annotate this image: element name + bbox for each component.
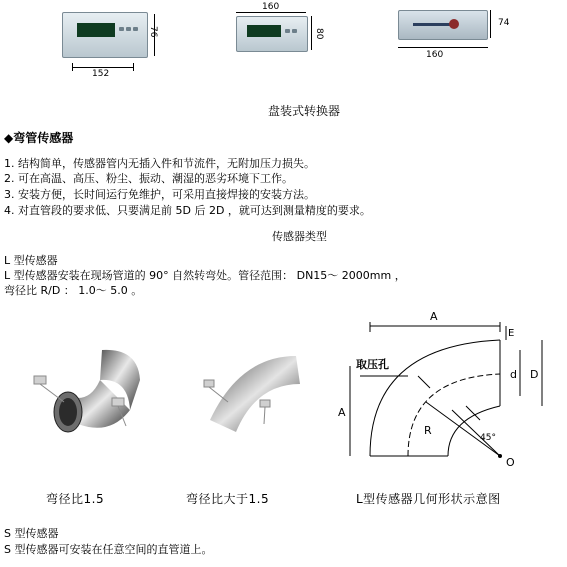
converter-keys [285,29,297,33]
dim-height-label: 76 [148,26,158,38]
dim-line-h [72,67,134,68]
label-O: O [506,456,515,469]
dim-line-v [490,10,491,38]
converter-keys [119,27,138,31]
feature-item-1: 1. 结构简单，传感器管内无插入件和节流件，无附加压力损失。 [4,157,315,170]
center-point [498,454,502,458]
label-D: D [530,368,539,381]
section-title: ◆弯管传感器 [4,131,74,145]
dim-tick [133,63,134,71]
pipe-opening-inner [59,398,77,426]
converter-display [247,25,281,37]
caption-elbow-1: 弯径比1.5 [46,492,105,506]
radius-line [426,402,500,456]
elbow-body [210,356,300,432]
elbow-photo-2 [200,350,310,440]
s-type-title: S 型传感器 [4,527,59,540]
dim-height-label: 74 [498,18,510,28]
elbow-photo-1 [30,340,160,450]
dim-line-h [398,47,488,48]
tap-hole-mark [418,376,430,388]
panel-converter-2 [236,16,308,52]
caption-geometry: L型传感器几何形状示意图 [356,492,501,506]
dim-width-label: 152 [92,69,110,79]
l-type-desc-1: L 型传感器安装在现场管道的 90° 自然转弯处。管径范围： DN15～ 2000mm ， [4,269,406,282]
probe-icon [413,23,451,26]
dim-tick [72,63,73,71]
feature-item-2: 2. 可在高温、高压、粉尘、振动、潮湿的恶劣环境下工作。 [4,172,293,185]
types-heading: 传感器类型 [272,230,327,243]
label-A-top: A [430,310,438,323]
feature-item-4: 4. 对直管段的要求低、只要满足前 5D 后 2D ，就可达到测量精度的要求。 [4,204,371,217]
panel-converter-1 [62,12,148,58]
dim-width-label: 160 [426,50,444,60]
l-type-title: L 型传感器 [4,254,58,267]
dim-line-h [236,12,306,13]
label-d: d [510,368,517,381]
label-tap-hole: 取压孔 [356,358,389,371]
feature-item-3: 3. 安装方便，长时间运行免维护，可采用直接焊接的安装方法。 [4,188,315,201]
l-sensor-geometry-diagram [330,306,562,476]
dim-height-label: 80 [314,28,324,40]
label-R: R [424,424,432,437]
l-type-desc-2: 弯径比 R/D ： 1.0～ 5.0 。 [4,284,143,297]
converter-display [77,23,115,37]
s-type-desc-1: S 型传感器可安装在任意空间的直管道上。 [4,543,213,556]
label-A-side: A [338,406,346,419]
dim-line-v [311,16,312,50]
caption-elbow-2: 弯径比大于1.5 [186,492,270,506]
label-E: E [508,328,515,339]
centerline [408,374,500,456]
probe-tip [449,19,459,29]
label-angle: 45° [480,433,496,443]
panel-converter-3 [398,10,488,40]
devices-caption: 盘装式转换器 [268,104,341,118]
dim-width-label: 160 [262,2,280,12]
